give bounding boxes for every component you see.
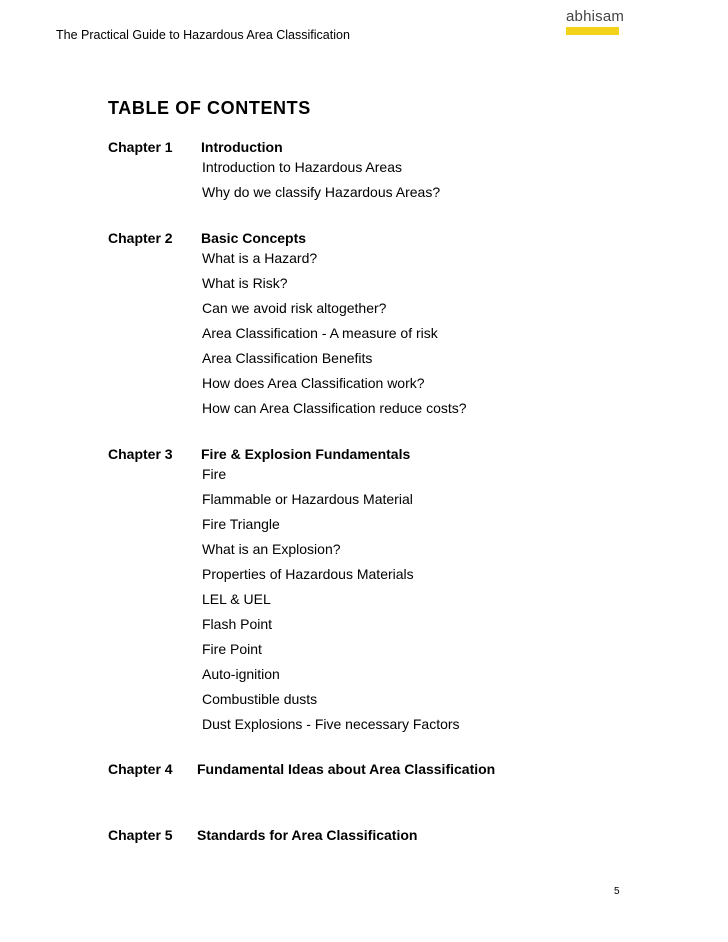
topic-item: Area Classification - A measure of risk [202, 325, 438, 341]
chapter-topic-list [202, 462, 460, 737]
topic-item: What is Risk? [202, 275, 288, 291]
chapter-title: Fire & Explosion Fundamentals [201, 446, 411, 462]
topic-item: Fire Point [202, 641, 262, 657]
topic-item: Can we avoid risk altogether? [202, 300, 387, 316]
abhisam-logo [566, 8, 625, 35]
toc-chapter-5 [108, 827, 668, 843]
topic-item: Flammable or Hazardous Material [202, 491, 413, 507]
logo-text: abhisam [566, 8, 625, 25]
toc-heading: TABLE OF CONTENTS [108, 98, 311, 118]
topic-item: What is an Explosion? [202, 541, 341, 557]
chapter-label: Chapter 2 [108, 230, 173, 246]
page-number: 5 [614, 886, 620, 897]
chapter-title: Basic Concepts [201, 230, 307, 246]
topic-item: How can Area Classification reduce costs? [202, 400, 467, 416]
running-header-title: The Practical Guide to Hazardous Area Classification [56, 28, 350, 42]
toc-chapter-4 [108, 761, 668, 777]
topic-item: Auto-ignition [202, 666, 280, 682]
topic-item: LEL & UEL [202, 591, 271, 607]
toc-chapter-2 [108, 230, 668, 416]
topic-item: How does Area Classification work? [202, 375, 425, 391]
topic-item: Fire [202, 466, 227, 482]
chapter-title: Fundamental Ideas about Area Classification [197, 761, 496, 777]
topic-item: Dust Explosions - Five necessary Factors [202, 716, 460, 732]
chapter-label: Chapter 3 [108, 446, 173, 462]
chapter-label: Chapter 1 [108, 139, 173, 155]
topic-item: Introduction to Hazardous Areas [202, 159, 403, 175]
logo-accent-bar [566, 27, 619, 35]
chapter-topic-list [202, 155, 440, 205]
topic-item: Combustible dusts [202, 691, 318, 707]
topic-item: Flash Point [202, 616, 273, 632]
topic-item: Properties of Hazardous Materials [202, 566, 414, 582]
toc-chapter-3 [108, 446, 668, 732]
topic-item: Fire Triangle [202, 516, 280, 532]
topic-item: Area Classification Benefits [202, 350, 373, 366]
topic-item: Why do we classify Hazardous Areas? [202, 184, 441, 200]
chapter-topic-list [202, 246, 467, 421]
chapter-title: Introduction [201, 139, 283, 155]
toc-chapter-1 [108, 139, 668, 200]
chapter-title: Standards for Area Classification [197, 827, 418, 843]
chapter-label: Chapter 5 [108, 827, 173, 843]
chapter-label: Chapter 4 [108, 761, 173, 777]
topic-item: What is a Hazard? [202, 250, 318, 266]
